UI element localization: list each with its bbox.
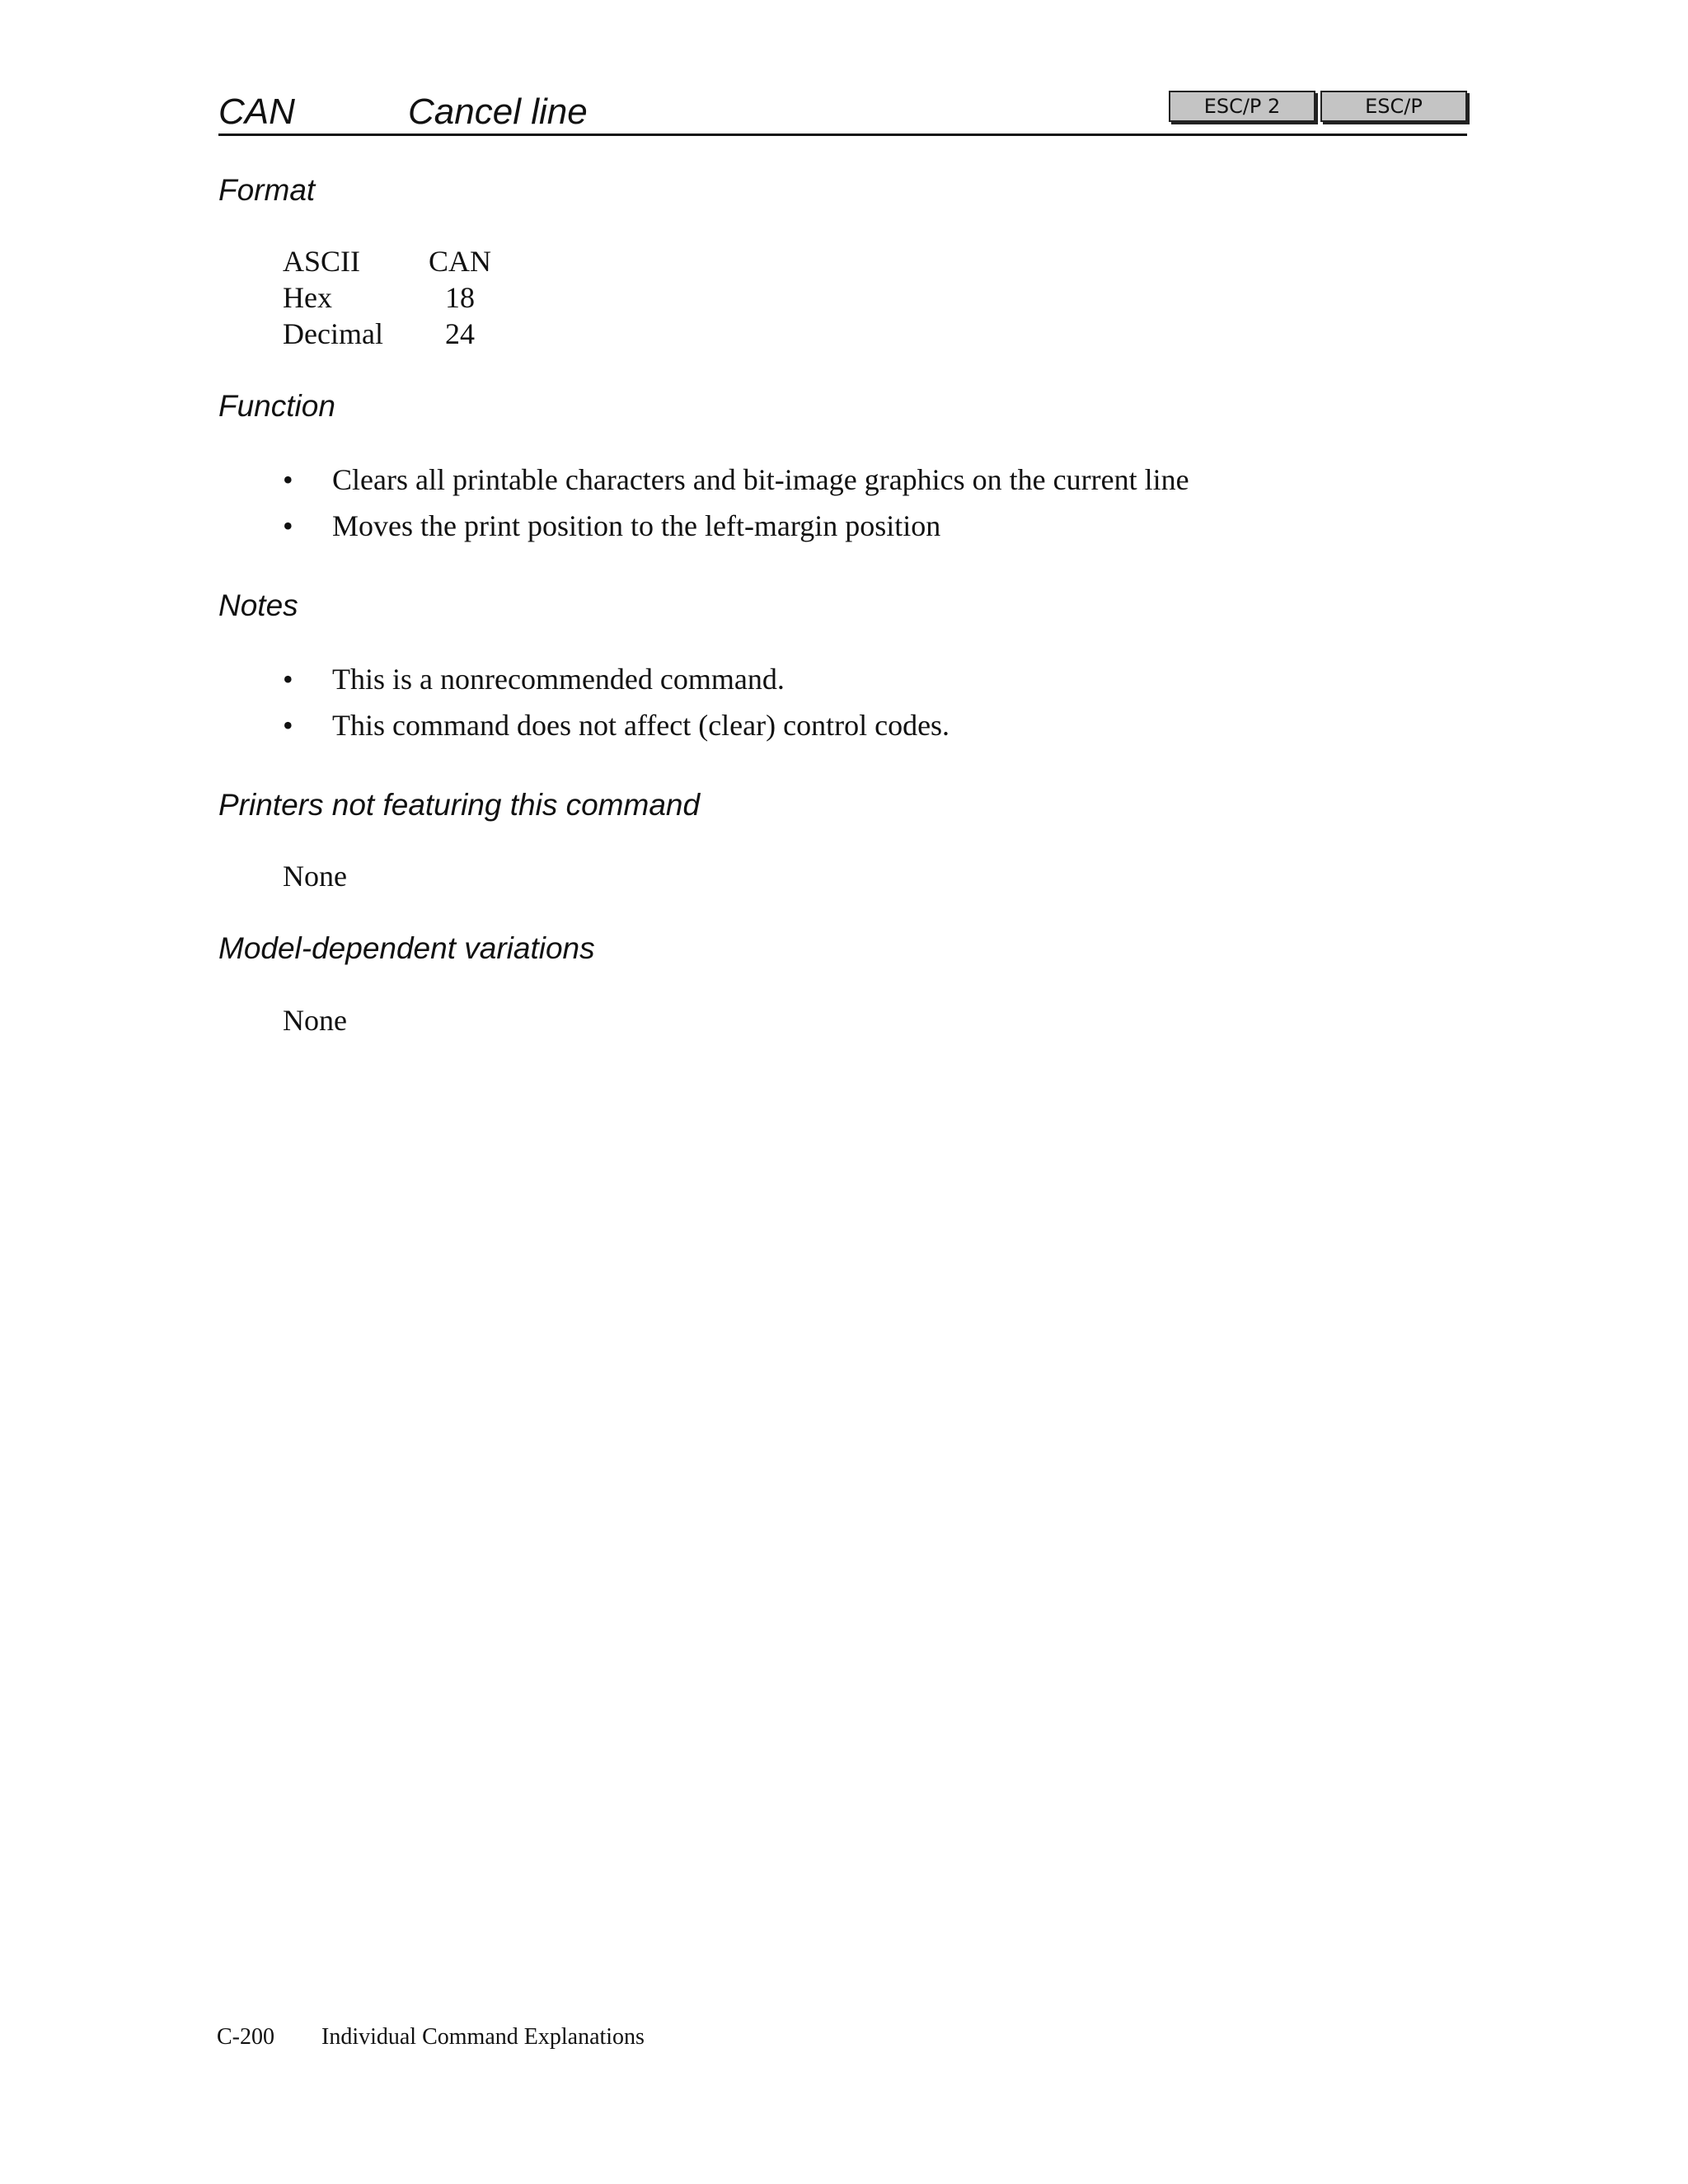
page-footer <box>217 2023 645 2051</box>
format-value: 18 <box>445 281 475 314</box>
list-item <box>283 503 1189 549</box>
page-number: C-200 <box>217 2024 274 2050</box>
list-item <box>283 702 950 748</box>
bullet-icon: • <box>283 463 293 496</box>
format-value: CAN <box>428 245 491 278</box>
header-rule <box>218 134 1467 136</box>
command-title: Cancel line <box>408 91 588 132</box>
format-row-decimal <box>283 316 501 352</box>
model-variations-heading: Model-dependent variations <box>218 931 595 965</box>
list-item-text: This is a nonrecommended command. <box>332 663 785 696</box>
format-heading: Format <box>218 173 316 207</box>
list-item-text: Clears all printable characters and bit-image graphics on the current line <box>332 463 1189 496</box>
format-label: Hex <box>283 281 332 314</box>
notes-list <box>283 656 950 748</box>
footer-section-title: Individual Command Explanations <box>321 2024 645 2050</box>
format-row-ascii <box>283 243 501 279</box>
badge-escp2: ESC/P 2 <box>1169 91 1315 122</box>
format-label: Decimal <box>283 317 383 350</box>
command-set-badges <box>1169 91 1467 122</box>
function-list <box>283 457 1189 549</box>
printers-not-featuring-text: None <box>283 860 347 893</box>
badge-escp: ESC/P <box>1320 91 1467 122</box>
model-variations-text: None <box>283 1004 347 1037</box>
list-item-text: Moves the print position to the left-margin position <box>332 509 941 542</box>
notes-heading: Notes <box>218 588 298 622</box>
list-item <box>283 656 950 702</box>
format-row-hex <box>283 279 501 316</box>
bullet-icon: • <box>283 663 293 696</box>
list-item-text: This command does not affect (clear) control codes. <box>332 709 950 742</box>
list-item <box>283 457 1189 503</box>
bullet-icon: • <box>283 509 293 542</box>
bullet-icon: • <box>283 709 293 742</box>
format-value: 24 <box>445 317 475 350</box>
format-label: ASCII <box>283 245 361 278</box>
command-code: CAN <box>218 91 295 132</box>
function-heading: Function <box>218 389 335 423</box>
printers-not-featuring-heading: Printers not featuring this command <box>218 788 701 822</box>
format-table <box>283 243 501 352</box>
page-header <box>218 82 1467 137</box>
